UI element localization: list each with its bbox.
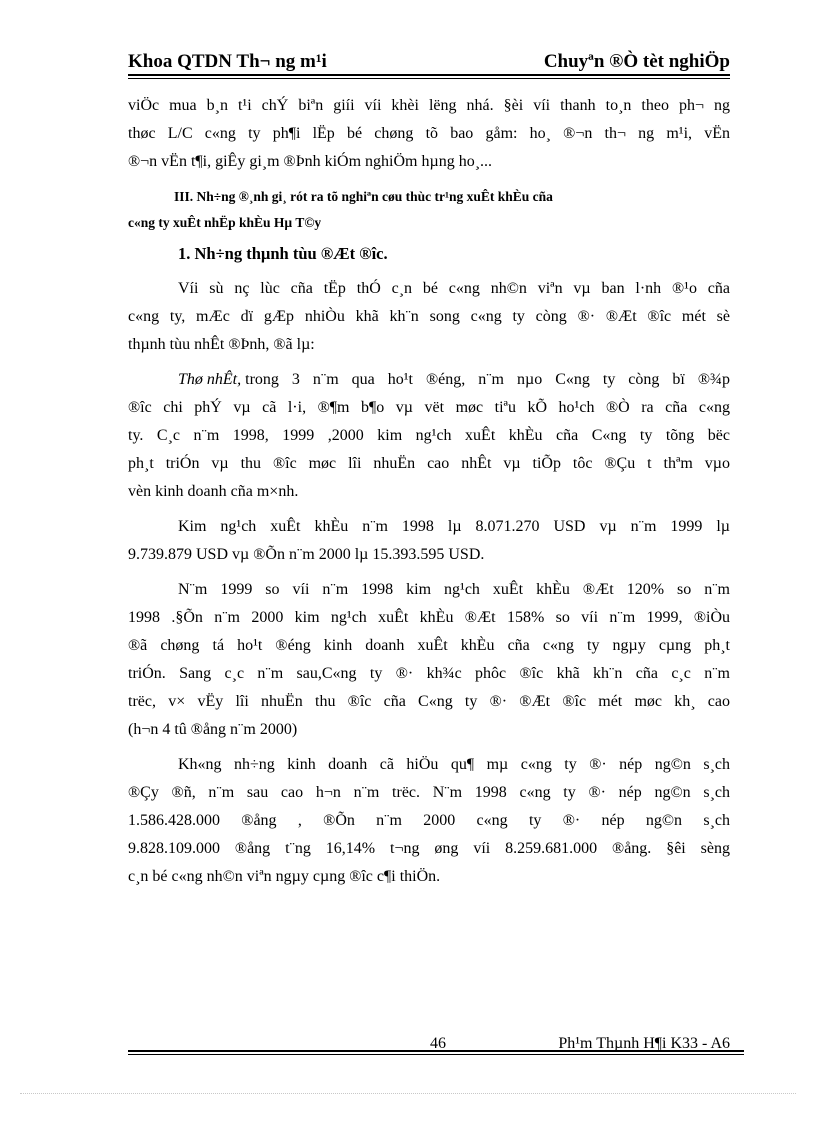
- header-rule-thin: [128, 78, 730, 79]
- paragraph-line: 9.739.879 USD vµ ®Õn n¨m 2000 lµ 15.393.595 USD.: [128, 546, 485, 563]
- paragraph-line: N¨m 1999 so víi n¨m 1998 kim ng¹ch xuÊt khÈu ®Æt 120% so n¨m: [178, 581, 730, 598]
- section-heading-iii: III. Nh÷ng ®¸nh gi¸ rót ra tõ nghiªn cøu thùc tr¹ng xuÊt khÈu cña: [174, 189, 553, 204]
- paragraph-line: ph¸t triÓn vµ thu ®îc møc lîi nhuËn cao nhÊt vµ tiÕp tôc ®Çu t thªm vµo: [128, 455, 730, 472]
- paragraph-line: c«ng ty, mÆc dï gÆp nhiÒu khã kh¨n song c«ng ty còng ®· ®Æt ®îc mét sè: [128, 308, 730, 325]
- paragraph-line: thµnh tùu nhÊt ®Þnh, ®ã lµ:: [128, 336, 315, 353]
- paragraph-line: thøc L/C c«ng ty ph¶i lËp bé chøng tõ bao gåm: ho¸ ®¬n th¬ ng m¹i, vËn: [128, 125, 730, 142]
- footer-rule-thin: [128, 1054, 744, 1055]
- header-rule-thick: [128, 74, 730, 76]
- section-heading-iii-cont: c«ng ty xuÊt nhËp khÈu Hµ T©y: [128, 215, 322, 230]
- page-body: [128, 92, 730, 891]
- paragraph-line: c¸n bé c«ng nh©n viªn ngµy cµng ®îc c¶i thiÖn.: [128, 868, 441, 885]
- paragraph-line: 1.586.428.000 ®ång , ®Õn n¨m 2000 c«ng ty ®· nép ng©n s¸ch: [128, 812, 730, 829]
- subsection-heading-1: 1. Nh÷ng thµnh tùu ®Æt ®îc.: [178, 244, 388, 263]
- paragraph-line: 1998 .§Õn n¨m 2000 kim ng¹ch xuÊt khÈu ®Æt 158% so víi n¨m 1999, ®iÒu: [128, 609, 730, 626]
- page-header: [128, 50, 730, 76]
- paragraph-line: vèn kinh doanh cña m×nh.: [128, 483, 299, 500]
- footer-author: Ph¹m Thµnh H¶i K33 - A6: [558, 1035, 730, 1052]
- paragraph-line: Kim ng¹ch xuÊt khÈu n¨m 1998 lµ 8.071.270 USD vµ n¨m 1999 lµ: [178, 518, 730, 535]
- header-faculty: Khoa QTDN Th¬ ng m¹i: [128, 51, 327, 72]
- paragraph-line: ®ã chøng tá ho¹t ®éng kinh doanh xuÊt khÈu cña c«ng ty ngµy cµng ph¸t: [128, 637, 730, 654]
- paragraph-line: (h¬n 4 tû ®ång n¨m 2000): [128, 721, 298, 738]
- paragraph-line: triÓn. Sang c¸c n¨m sau,C«ng ty ®· kh¾c phôc ®îc khã kh¨n cña c¸c n¨m: [128, 665, 730, 682]
- page-boundary: [20, 1093, 796, 1094]
- page-number: 46: [430, 1035, 446, 1052]
- page-footer: [128, 1034, 730, 1056]
- emphasis-first: Thø nhÊt,: [178, 371, 242, 388]
- footer-rule-thick: [128, 1050, 744, 1052]
- paragraph-line: ®îc chi phÝ vµ cã l·i, ®¶m b¶o vµ vët møc tiªu kÕ ho¹ch ®Ò ra cña c«ng: [128, 399, 730, 416]
- paragraph-line: ®Çy ®ñ, n¨m sau cao h¬n n¨m trëc. N¨m 1998 c«ng ty ®· nép ng©n s¸ch: [128, 784, 730, 801]
- paragraph-line: ty. C¸c n¨m 1998, 1999 ,2000 kim ng¹ch xuÊt khÈu cña C«ng ty tõng bëc: [128, 427, 730, 444]
- paragraph-line: ®¬n vËn t¶i, giÊy gi¸m ®Þnh kiÓm nghiÖm hµng ho¸...: [128, 153, 493, 170]
- paragraph-line: Kh«ng nh÷ng kinh doanh cã hiÖu qu¶ mµ c«ng ty ®· nép ng©n s¸ch: [178, 756, 730, 773]
- paragraph-line: Víi sù nç lùc cña tËp thÓ c¸n bé c«ng nh©n viªn vµ ban l·nh ®¹o cña: [178, 280, 730, 297]
- paragraph-line: viÖc mua b¸n t¹i chÝ biªn giíi víi khèi lëng nhá. §èi víi thanh to¸n theo ph¬ ng: [128, 97, 730, 114]
- header-thesis-title: Chuyªn ®Ò tèt nghiÖp: [543, 51, 730, 72]
- paragraph-line: [128, 366, 730, 394]
- paragraph-line-rest: trong 3 n¨m qua ho¹t ®éng, n¨m nµo C«ng ty còng bï ®¾p: [245, 371, 730, 388]
- paragraph-line: trëc, v× vËy lîi nhuËn thu ®îc cña C«ng ty ®· ®Æt ®îc mét møc kh¸ cao: [128, 693, 730, 710]
- paragraph-line: 9.828.109.000 ®ång t¨ng 16,14% t¬ng øng víi 8.259.681.000 ®ång. §êi sèng: [128, 840, 730, 857]
